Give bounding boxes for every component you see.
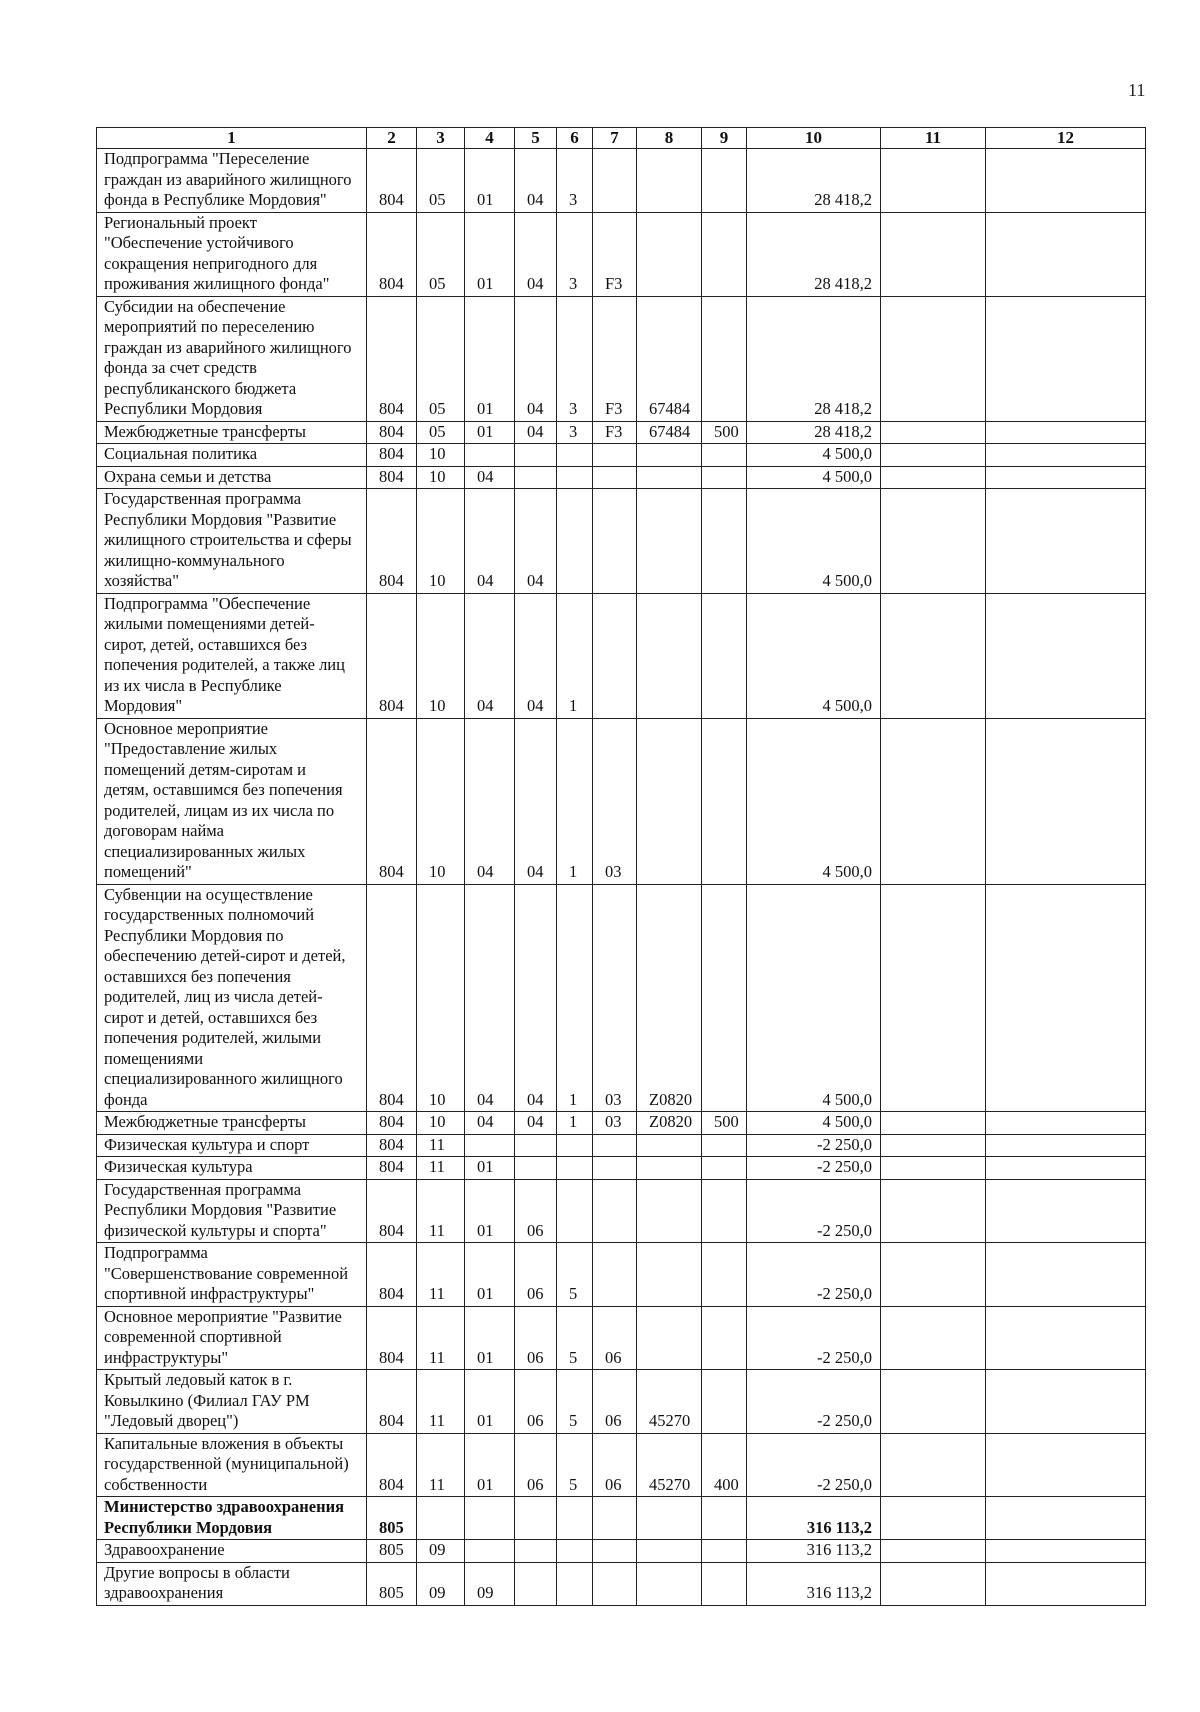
table-row — [97, 1134, 1146, 1157]
row-name-cell: Охрана семьи и детства — [97, 466, 367, 489]
row-name-cell: Другие вопросы в области здравоохранения — [97, 1562, 367, 1605]
cell-col-7: 03 — [593, 884, 637, 1112]
cell-col-5: 04 — [515, 593, 557, 718]
cell-col-6 — [557, 1157, 593, 1180]
cell-col-4: 04 — [465, 718, 515, 884]
cell-col-9 — [702, 1370, 747, 1434]
cell-col-12 — [986, 718, 1146, 884]
column-header: 7 — [593, 128, 637, 149]
cell-col-12 — [986, 1157, 1146, 1180]
cell-col-2: 804 — [367, 1157, 417, 1180]
cell-col-7 — [593, 1540, 637, 1563]
cell-col-3: 11 — [417, 1370, 465, 1434]
cell-col-3: 10 — [417, 884, 465, 1112]
cell-col-10-amount: 28 418,2 — [747, 149, 881, 213]
cell-col-10-amount: -2 250,0 — [747, 1433, 881, 1497]
table-row — [97, 1112, 1146, 1135]
table-row — [97, 718, 1146, 884]
cell-col-8 — [637, 1157, 702, 1180]
cell-col-3: 10 — [417, 466, 465, 489]
cell-col-9 — [702, 212, 747, 296]
cell-col-7 — [593, 149, 637, 213]
cell-col-11 — [881, 1112, 986, 1135]
table-row — [97, 212, 1146, 296]
cell-col-12 — [986, 296, 1146, 421]
cell-col-11 — [881, 444, 986, 467]
table-row — [97, 466, 1146, 489]
row-name-cell: Министерство здравоохранения Республики Мордовия — [97, 1497, 367, 1540]
cell-col-2: 804 — [367, 149, 417, 213]
cell-col-3: 05 — [417, 421, 465, 444]
cell-col-11 — [881, 1433, 986, 1497]
cell-col-7: 03 — [593, 1112, 637, 1135]
cell-col-6 — [557, 1540, 593, 1563]
cell-col-2: 805 — [367, 1562, 417, 1605]
cell-col-9: 400 — [702, 1433, 747, 1497]
cell-col-6 — [557, 444, 593, 467]
cell-col-3: 10 — [417, 1112, 465, 1135]
cell-col-6 — [557, 489, 593, 594]
column-header: 9 — [702, 128, 747, 149]
cell-col-3: 11 — [417, 1433, 465, 1497]
cell-col-7: F3 — [593, 421, 637, 444]
cell-col-5 — [515, 1497, 557, 1540]
cell-col-2: 804 — [367, 296, 417, 421]
cell-col-4: 04 — [465, 1112, 515, 1135]
cell-col-5: 06 — [515, 1433, 557, 1497]
cell-col-12 — [986, 444, 1146, 467]
cell-col-2: 804 — [367, 1433, 417, 1497]
cell-col-2: 804 — [367, 593, 417, 718]
cell-col-4: 09 — [465, 1562, 515, 1605]
cell-col-3: 10 — [417, 489, 465, 594]
cell-col-3: 10 — [417, 444, 465, 467]
cell-col-7 — [593, 466, 637, 489]
cell-col-10-amount: 316 113,2 — [747, 1497, 881, 1540]
cell-col-6 — [557, 466, 593, 489]
cell-col-9 — [702, 444, 747, 467]
row-name-cell: Здравоохранение — [97, 1540, 367, 1563]
cell-col-12 — [986, 1134, 1146, 1157]
cell-col-7 — [593, 489, 637, 594]
budget-table — [96, 127, 1146, 1606]
cell-col-10-amount: 4 500,0 — [747, 466, 881, 489]
cell-col-4: 01 — [465, 1370, 515, 1434]
cell-col-5 — [515, 1540, 557, 1563]
cell-col-4: 01 — [465, 1179, 515, 1243]
cell-col-2: 804 — [367, 466, 417, 489]
cell-col-2: 804 — [367, 1112, 417, 1135]
cell-col-11 — [881, 1179, 986, 1243]
cell-col-9 — [702, 593, 747, 718]
cell-col-7 — [593, 1562, 637, 1605]
cell-col-12 — [986, 1370, 1146, 1434]
header-row — [97, 128, 1146, 149]
cell-col-12 — [986, 1540, 1146, 1563]
cell-col-12 — [986, 1433, 1146, 1497]
cell-col-6: 1 — [557, 593, 593, 718]
cell-col-10-amount: 4 500,0 — [747, 489, 881, 594]
cell-col-10-amount: 316 113,2 — [747, 1562, 881, 1605]
cell-col-8 — [637, 444, 702, 467]
cell-col-10-amount: -2 250,0 — [747, 1243, 881, 1307]
cell-col-2: 804 — [367, 1306, 417, 1370]
cell-col-2: 804 — [367, 1134, 417, 1157]
cell-col-2: 804 — [367, 1370, 417, 1434]
cell-col-7 — [593, 444, 637, 467]
cell-col-5: 04 — [515, 296, 557, 421]
cell-col-5 — [515, 444, 557, 467]
column-header: 11 — [881, 128, 986, 149]
column-header: 6 — [557, 128, 593, 149]
cell-col-2: 804 — [367, 421, 417, 444]
cell-col-8: 45270 — [637, 1433, 702, 1497]
cell-col-4: 04 — [465, 593, 515, 718]
cell-col-8 — [637, 212, 702, 296]
cell-col-2: 805 — [367, 1497, 417, 1540]
cell-col-7: F3 — [593, 296, 637, 421]
cell-col-9 — [702, 1134, 747, 1157]
cell-col-9 — [702, 718, 747, 884]
cell-col-6 — [557, 1134, 593, 1157]
cell-col-11 — [881, 489, 986, 594]
cell-col-9 — [702, 1562, 747, 1605]
cell-col-11 — [881, 212, 986, 296]
cell-col-7: 06 — [593, 1433, 637, 1497]
cell-col-4: 01 — [465, 1157, 515, 1180]
column-header: 1 — [97, 128, 367, 149]
cell-col-6: 3 — [557, 149, 593, 213]
cell-col-4: 01 — [465, 1306, 515, 1370]
cell-col-12 — [986, 1562, 1146, 1605]
cell-col-11 — [881, 1370, 986, 1434]
cell-col-10-amount: -2 250,0 — [747, 1134, 881, 1157]
cell-col-9 — [702, 1306, 747, 1370]
cell-col-5: 06 — [515, 1306, 557, 1370]
table-row — [97, 296, 1146, 421]
row-name-cell: Капитальные вложения в объекты государственной (муниципальной) собственности — [97, 1433, 367, 1497]
cell-col-8: Z0820 — [637, 884, 702, 1112]
cell-col-3: 05 — [417, 212, 465, 296]
cell-col-5: 06 — [515, 1179, 557, 1243]
cell-col-5: 06 — [515, 1243, 557, 1307]
cell-col-12 — [986, 1243, 1146, 1307]
cell-col-8 — [637, 1540, 702, 1563]
cell-col-5: 04 — [515, 489, 557, 594]
cell-col-5 — [515, 1134, 557, 1157]
cell-col-8 — [637, 1306, 702, 1370]
cell-col-12 — [986, 1306, 1146, 1370]
cell-col-10-amount: 4 500,0 — [747, 718, 881, 884]
cell-col-3: 11 — [417, 1306, 465, 1370]
table-row — [97, 1179, 1146, 1243]
row-name-cell: Подпрограмма "Переселение граждан из аварийного жилищного фонда в Республике Мордовия" — [97, 149, 367, 213]
cell-col-4: 04 — [465, 489, 515, 594]
cell-col-12 — [986, 593, 1146, 718]
cell-col-11 — [881, 421, 986, 444]
cell-col-5 — [515, 1157, 557, 1180]
cell-col-5: 04 — [515, 421, 557, 444]
cell-col-7 — [593, 1497, 637, 1540]
cell-col-3: 10 — [417, 718, 465, 884]
row-name-cell: Межбюджетные трансферты — [97, 421, 367, 444]
cell-col-2: 805 — [367, 1540, 417, 1563]
cell-col-6 — [557, 1179, 593, 1243]
cell-col-3 — [417, 1497, 465, 1540]
cell-col-11 — [881, 1306, 986, 1370]
cell-col-11 — [881, 593, 986, 718]
cell-col-11 — [881, 1243, 986, 1307]
cell-col-11 — [881, 884, 986, 1112]
cell-col-12 — [986, 1112, 1146, 1135]
cell-col-10-amount: 4 500,0 — [747, 884, 881, 1112]
cell-col-6: 3 — [557, 296, 593, 421]
cell-col-11 — [881, 1134, 986, 1157]
cell-col-6: 1 — [557, 1112, 593, 1135]
cell-col-6 — [557, 1497, 593, 1540]
cell-col-12 — [986, 489, 1146, 594]
row-name-cell: Государственная программа Республики Мордовия "Развитие жилищного строительства и сферы жилищно-коммунального хозяйства" — [97, 489, 367, 594]
cell-col-7 — [593, 1243, 637, 1307]
cell-col-6: 5 — [557, 1243, 593, 1307]
cell-col-11 — [881, 296, 986, 421]
cell-col-2: 804 — [367, 1179, 417, 1243]
cell-col-7 — [593, 593, 637, 718]
cell-col-10-amount: 4 500,0 — [747, 444, 881, 467]
table-row — [97, 884, 1146, 1112]
cell-col-7: 03 — [593, 718, 637, 884]
cell-col-5: 06 — [515, 1370, 557, 1434]
cell-col-10-amount: -2 250,0 — [747, 1157, 881, 1180]
cell-col-10-amount: 28 418,2 — [747, 296, 881, 421]
table-row — [97, 1497, 1146, 1540]
cell-col-12 — [986, 1179, 1146, 1243]
table-row — [97, 1370, 1146, 1434]
cell-col-7 — [593, 1134, 637, 1157]
cell-col-4: 01 — [465, 1243, 515, 1307]
cell-col-2: 804 — [367, 1243, 417, 1307]
table-row — [97, 1433, 1146, 1497]
cell-col-6: 1 — [557, 718, 593, 884]
column-header: 8 — [637, 128, 702, 149]
cell-col-8 — [637, 718, 702, 884]
cell-col-4: 01 — [465, 149, 515, 213]
cell-col-12 — [986, 1497, 1146, 1540]
cell-col-6: 3 — [557, 421, 593, 444]
cell-col-3: 09 — [417, 1540, 465, 1563]
cell-col-9 — [702, 1540, 747, 1563]
cell-col-10-amount: -2 250,0 — [747, 1370, 881, 1434]
cell-col-8 — [637, 593, 702, 718]
cell-col-11 — [881, 718, 986, 884]
cell-col-7: 06 — [593, 1370, 637, 1434]
cell-col-9 — [702, 1497, 747, 1540]
column-header: 3 — [417, 128, 465, 149]
cell-col-9 — [702, 1179, 747, 1243]
table-row — [97, 489, 1146, 594]
cell-col-6 — [557, 1562, 593, 1605]
cell-col-8 — [637, 466, 702, 489]
cell-col-12 — [986, 884, 1146, 1112]
cell-col-11 — [881, 149, 986, 213]
cell-col-11 — [881, 466, 986, 489]
cell-col-4: 01 — [465, 296, 515, 421]
cell-col-6: 5 — [557, 1433, 593, 1497]
cell-col-8 — [637, 1179, 702, 1243]
cell-col-8 — [637, 149, 702, 213]
cell-col-12 — [986, 466, 1146, 489]
table-body — [97, 149, 1146, 1606]
cell-col-6: 5 — [557, 1306, 593, 1370]
column-header: 2 — [367, 128, 417, 149]
cell-col-4 — [465, 1497, 515, 1540]
cell-col-3: 05 — [417, 296, 465, 421]
cell-col-4: 01 — [465, 421, 515, 444]
cell-col-4 — [465, 1134, 515, 1157]
cell-col-3: 11 — [417, 1157, 465, 1180]
table-row — [97, 421, 1146, 444]
cell-col-9 — [702, 1157, 747, 1180]
cell-col-8: 67484 — [637, 296, 702, 421]
cell-col-8: Z0820 — [637, 1112, 702, 1135]
cell-col-4: 04 — [465, 884, 515, 1112]
row-name-cell: Межбюджетные трансферты — [97, 1112, 367, 1135]
row-name-cell: Подпрограмма "Обеспечение жилыми помещениями детей- сирот, детей, оставшихся без попечения родителей, а также лиц из их числа в Республике Мордовия" — [97, 593, 367, 718]
cell-col-4: 04 — [465, 466, 515, 489]
cell-col-6: 5 — [557, 1370, 593, 1434]
cell-col-10-amount: 28 418,2 — [747, 212, 881, 296]
cell-col-4 — [465, 1540, 515, 1563]
row-name-cell: Социальная политика — [97, 444, 367, 467]
cell-col-2: 804 — [367, 212, 417, 296]
cell-col-4: 01 — [465, 212, 515, 296]
cell-col-9 — [702, 1243, 747, 1307]
cell-col-2: 804 — [367, 444, 417, 467]
column-header: 4 — [465, 128, 515, 149]
cell-col-5 — [515, 466, 557, 489]
table-row — [97, 1540, 1146, 1563]
column-header: 10 — [747, 128, 881, 149]
cell-col-5: 04 — [515, 212, 557, 296]
cell-col-9: 500 — [702, 1112, 747, 1135]
cell-col-12 — [986, 149, 1146, 213]
cell-col-4: 01 — [465, 1433, 515, 1497]
cell-col-3: 11 — [417, 1243, 465, 1307]
cell-col-10-amount: -2 250,0 — [747, 1306, 881, 1370]
cell-col-9 — [702, 149, 747, 213]
cell-col-9 — [702, 489, 747, 594]
table-row — [97, 593, 1146, 718]
table-row — [97, 1562, 1146, 1605]
cell-col-11 — [881, 1562, 986, 1605]
row-name-cell: Подпрограмма "Совершенствование современной спортивной инфраструктуры" — [97, 1243, 367, 1307]
row-name-cell: Государственная программа Республики Мордовия "Развитие физической культуры и спорта" — [97, 1179, 367, 1243]
cell-col-7: F3 — [593, 212, 637, 296]
cell-col-3: 09 — [417, 1562, 465, 1605]
row-name-cell: Физическая культура и спорт — [97, 1134, 367, 1157]
cell-col-3: 11 — [417, 1179, 465, 1243]
table-row — [97, 1306, 1146, 1370]
cell-col-8: 67484 — [637, 421, 702, 444]
cell-col-7: 06 — [593, 1306, 637, 1370]
cell-col-9 — [702, 296, 747, 421]
table-row — [97, 444, 1146, 467]
table-row — [97, 1157, 1146, 1180]
cell-col-10-amount: 4 500,0 — [747, 1112, 881, 1135]
row-name-cell: Физическая культура — [97, 1157, 367, 1180]
cell-col-3: 05 — [417, 149, 465, 213]
row-name-cell: Основное мероприятие "Развитие современной спортивной инфраструктуры" — [97, 1306, 367, 1370]
cell-col-7 — [593, 1179, 637, 1243]
cell-col-5: 04 — [515, 718, 557, 884]
cell-col-2: 804 — [367, 718, 417, 884]
row-name-cell: Субвенции на осуществление государственных полномочий Республики Мордовия по обеспечению детей-сирот и детей, оставшихся без попечения родителей, лиц из числа детей- сирот и детей, оставшихся без попечения родителей, жилыми помещениями специализированного жилищного фонда — [97, 884, 367, 1112]
cell-col-2: 804 — [367, 884, 417, 1112]
cell-col-9: 500 — [702, 421, 747, 444]
cell-col-9 — [702, 466, 747, 489]
table-row — [97, 149, 1146, 213]
cell-col-9 — [702, 884, 747, 1112]
cell-col-2: 804 — [367, 489, 417, 594]
cell-col-8 — [637, 1562, 702, 1605]
cell-col-8 — [637, 489, 702, 594]
cell-col-8: 45270 — [637, 1370, 702, 1434]
cell-col-11 — [881, 1497, 986, 1540]
cell-col-3: 10 — [417, 593, 465, 718]
cell-col-10-amount: 4 500,0 — [747, 593, 881, 718]
table-row — [97, 1243, 1146, 1307]
cell-col-6: 3 — [557, 212, 593, 296]
cell-col-8 — [637, 1497, 702, 1540]
cell-col-10-amount: -2 250,0 — [747, 1179, 881, 1243]
cell-col-10-amount: 316 113,2 — [747, 1540, 881, 1563]
cell-col-5: 04 — [515, 1112, 557, 1135]
cell-col-3: 11 — [417, 1134, 465, 1157]
cell-col-5 — [515, 1562, 557, 1605]
page-number: 11 — [1128, 80, 1146, 100]
cell-col-7 — [593, 1157, 637, 1180]
row-name-cell: Региональный проект "Обеспечение устойчивого сокращения непригодного для проживания жилищного фонда" — [97, 212, 367, 296]
cell-col-4 — [465, 444, 515, 467]
cell-col-5: 04 — [515, 884, 557, 1112]
cell-col-11 — [881, 1157, 986, 1180]
row-name-cell: Крытый ледовый каток в г. Ковылкино (Филиал ГАУ РМ "Ледовый дворец") — [97, 1370, 367, 1434]
cell-col-12 — [986, 421, 1146, 444]
column-header: 5 — [515, 128, 557, 149]
column-header: 12 — [986, 128, 1146, 149]
cell-col-8 — [637, 1134, 702, 1157]
cell-col-11 — [881, 1540, 986, 1563]
row-name-cell: Основное мероприятие "Предоставление жилых помещений детям-сиротам и детям, оставшимся без попечения родителей, лицам из их числа по договорам найма специализированных жилых помещений" — [97, 718, 367, 884]
cell-col-10-amount: 28 418,2 — [747, 421, 881, 444]
cell-col-8 — [637, 1243, 702, 1307]
row-name-cell: Субсидии на обеспечение мероприятий по переселению граждан из аварийного жилищного фонда за счет средств республиканского бюджета Республики Мордовия — [97, 296, 367, 421]
cell-col-5: 04 — [515, 149, 557, 213]
cell-col-6: 1 — [557, 884, 593, 1112]
cell-col-12 — [986, 212, 1146, 296]
